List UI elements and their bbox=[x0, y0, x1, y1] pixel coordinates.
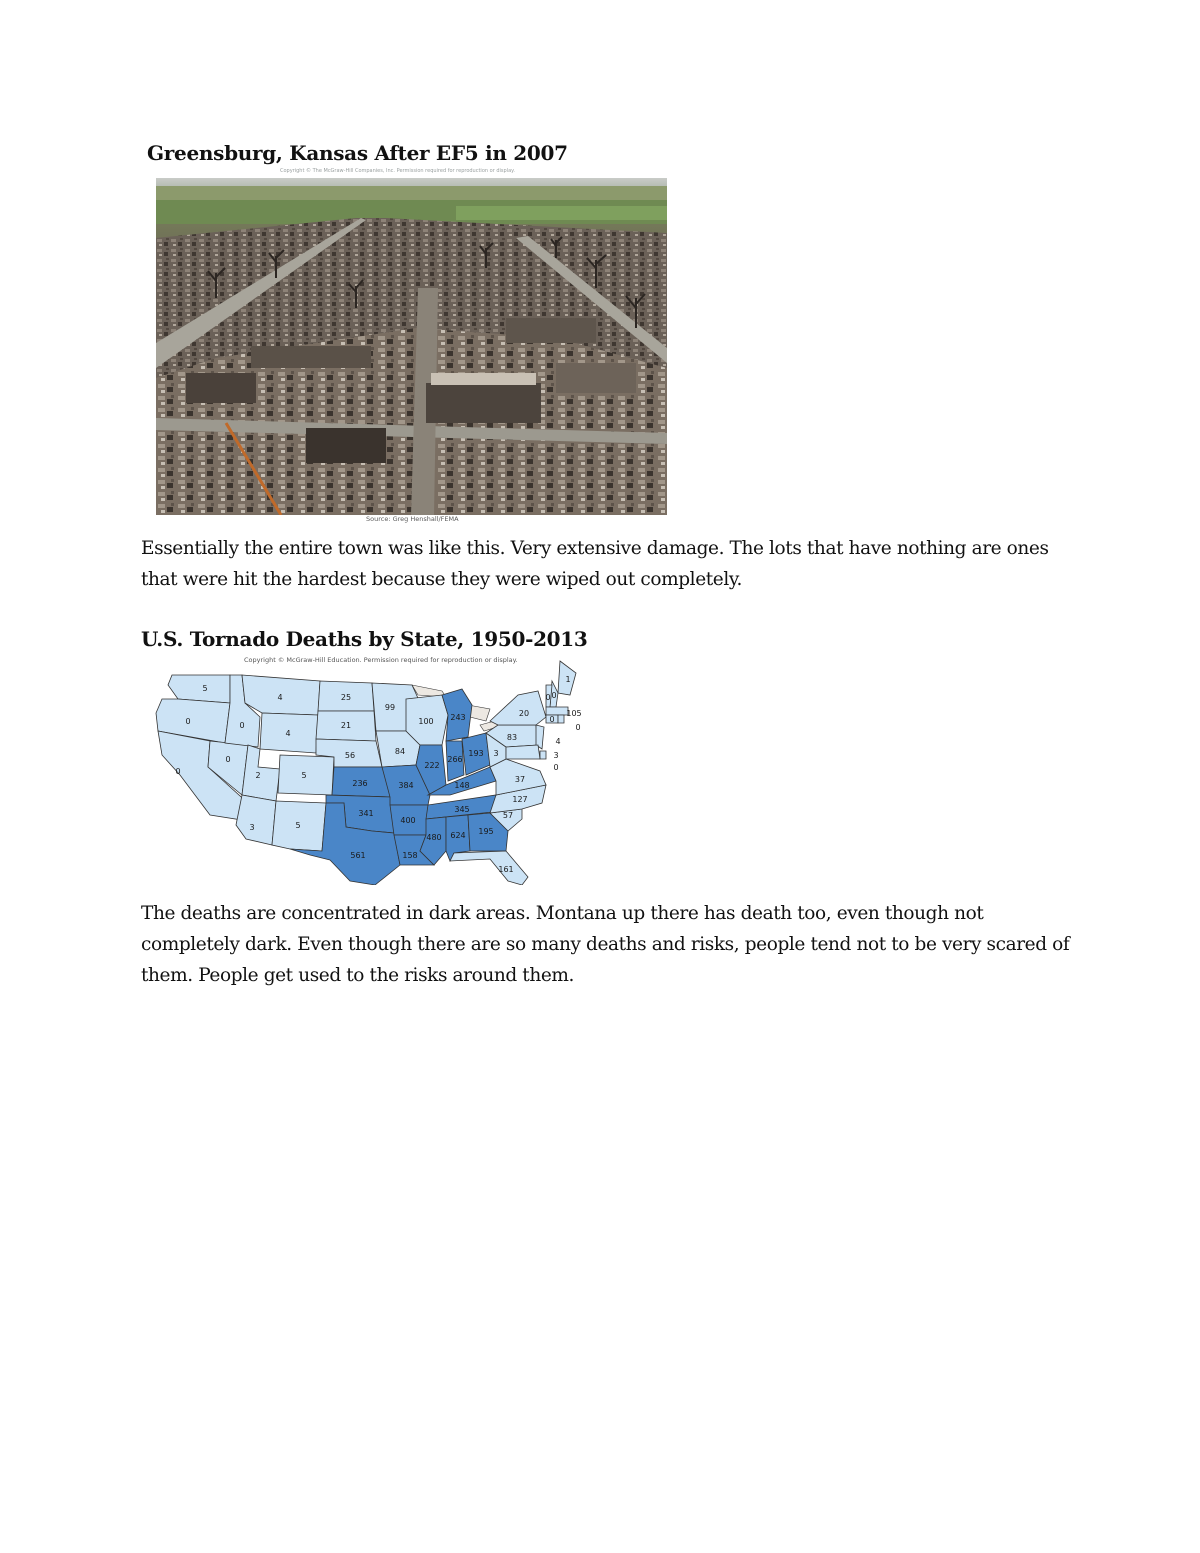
state-label-ri: 0 bbox=[575, 723, 581, 732]
us-map-svg bbox=[150, 655, 590, 885]
state-ri bbox=[558, 715, 564, 723]
state-label-mn: 99 bbox=[384, 703, 396, 712]
state-label-de: 3 bbox=[553, 751, 559, 760]
state-label-ma: 105 bbox=[566, 709, 582, 718]
state-label-sc: 57 bbox=[502, 811, 514, 820]
state-label-nj: 4 bbox=[555, 737, 561, 746]
state-ut bbox=[242, 745, 280, 801]
state-label-tx: 561 bbox=[350, 851, 366, 860]
state-label-nc: 127 bbox=[512, 795, 528, 804]
state-label-ct: 0 bbox=[549, 715, 555, 724]
state-label-fl: 161 bbox=[498, 865, 514, 874]
state-label-il: 222 bbox=[424, 761, 440, 770]
state-label-md: 0 bbox=[553, 763, 559, 772]
state-label-la: 158 bbox=[402, 851, 418, 860]
section-heading-greensburg: Greensburg, Kansas After EF5 in 2007 bbox=[147, 141, 568, 165]
state-label-or: 0 bbox=[185, 717, 191, 726]
us-tornado-deaths-map bbox=[150, 655, 590, 885]
state-ny bbox=[490, 691, 546, 725]
map-copyright-line: Copyright © McGraw-Hill Education. Permission required for reproduction or display. bbox=[244, 656, 518, 664]
state-label-nm: 5 bbox=[295, 821, 301, 830]
section-heading-tornado-deaths: U.S. Tornado Deaths by State, 1950-2013 bbox=[141, 627, 588, 651]
state-label-sd: 21 bbox=[340, 721, 352, 730]
state-label-in: 266 bbox=[447, 755, 463, 764]
state-ma bbox=[546, 707, 568, 715]
state-label-ks: 236 bbox=[352, 779, 368, 788]
state-label-wv: 3 bbox=[493, 749, 499, 758]
state-label-ia: 84 bbox=[394, 747, 406, 756]
state-label-mt: 4 bbox=[277, 693, 283, 702]
state-label-oh: 193 bbox=[468, 749, 484, 758]
state-label-id: 0 bbox=[239, 721, 245, 730]
state-label-pa: 83 bbox=[506, 733, 518, 742]
state-label-ca: 0 bbox=[175, 767, 181, 776]
photo-source-credit: Source: Greg Henshall/FEMA bbox=[366, 515, 459, 523]
greensburg-damage-photo bbox=[156, 178, 667, 515]
photo-copyright-line: Copyright © The McGraw-Hill Companies, Inc. Permission required for reproduction or display. bbox=[280, 168, 515, 174]
state-label-va: 37 bbox=[514, 775, 526, 784]
state-label-nd: 25 bbox=[340, 693, 352, 702]
state-de bbox=[540, 751, 546, 759]
state-label-tn: 345 bbox=[454, 805, 470, 814]
state-label-nh: 0 bbox=[551, 691, 557, 700]
state-label-mo: 384 bbox=[398, 781, 414, 790]
state-label-ny: 20 bbox=[518, 709, 530, 718]
state-label-ar: 400 bbox=[400, 816, 416, 825]
state-label-ok: 341 bbox=[358, 809, 374, 818]
state-az bbox=[236, 795, 276, 845]
state-label-az: 3 bbox=[249, 823, 255, 832]
paragraph-tornado-deaths: The deaths are concentrated in dark areas. Montana up there has death too, even though not completely dark. Even though there are so many deaths and risks, people tend not to be very scared of them. People get used to the risks around them. bbox=[141, 903, 1070, 986]
state-label-wa: 5 bbox=[202, 684, 208, 693]
state-label-vt: 0 bbox=[545, 693, 551, 702]
state-label-ky: 148 bbox=[454, 781, 470, 790]
state-label-al: 624 bbox=[450, 831, 466, 840]
state-label-ut: 2 bbox=[255, 771, 261, 780]
state-label-wy: 4 bbox=[285, 729, 291, 738]
state-label-ne: 56 bbox=[344, 751, 356, 760]
paragraph-greensburg: Essentially the entire town was like this. Very extensive damage. The lots that have nothing are ones that were hit the hardest because they were wiped out completely. bbox=[141, 538, 1049, 590]
state-label-me: 1 bbox=[565, 675, 571, 684]
state-label-mi: 243 bbox=[450, 713, 466, 722]
state-label-ms: 480 bbox=[426, 833, 442, 842]
state-label-co: 5 bbox=[301, 771, 307, 780]
state-label-wi: 100 bbox=[418, 717, 434, 726]
state-label-ga: 195 bbox=[478, 827, 494, 836]
state-label-nv: 0 bbox=[225, 755, 231, 764]
state-md bbox=[506, 745, 540, 759]
state-fl bbox=[450, 851, 528, 885]
